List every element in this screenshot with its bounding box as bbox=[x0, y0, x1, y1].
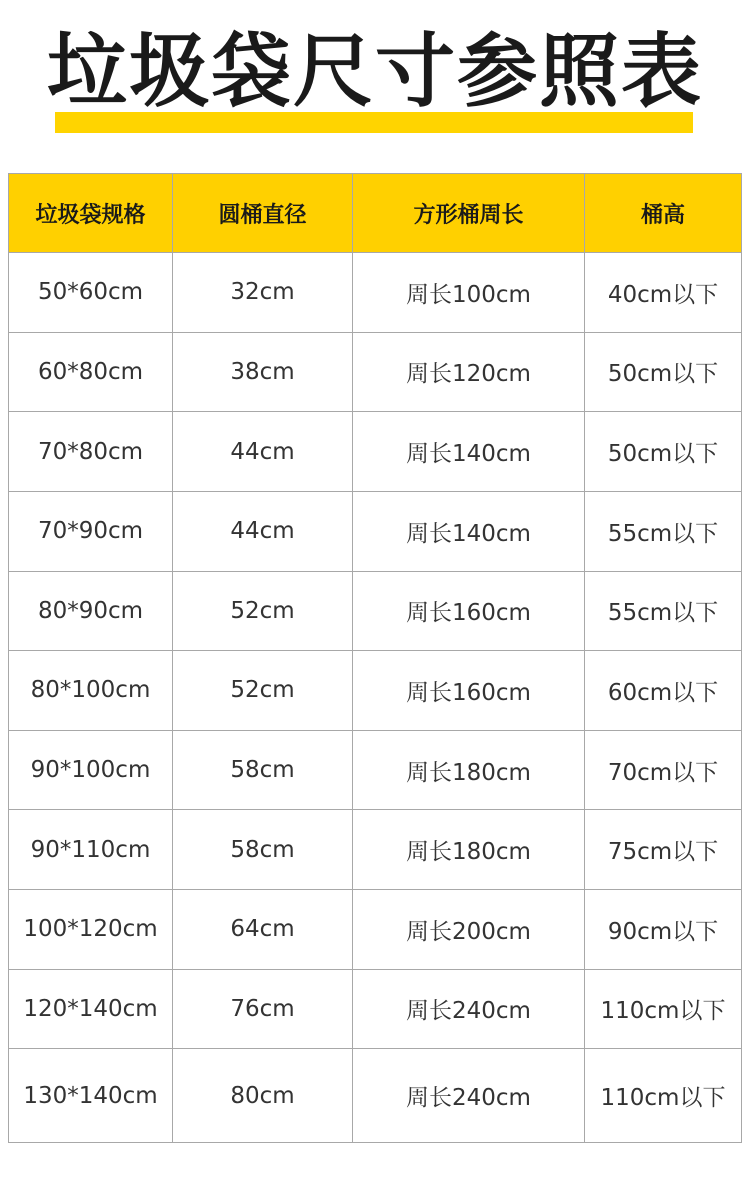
cell-square-perimeter: 周长200cm bbox=[353, 890, 585, 970]
page-title: 垃圾袋尺寸参照表 bbox=[47, 25, 703, 118]
cell-bin-height: 50cm以下 bbox=[585, 332, 742, 412]
cell-round-diameter: 52cm bbox=[173, 651, 353, 731]
cell-square-perimeter: 周长160cm bbox=[353, 571, 585, 651]
table-row bbox=[9, 651, 742, 731]
cell-square-perimeter: 周长240cm bbox=[353, 1049, 585, 1143]
cell-bin-height: 75cm以下 bbox=[585, 810, 742, 890]
table-row bbox=[9, 730, 742, 810]
cell-square-perimeter: 周长140cm bbox=[353, 491, 585, 571]
cell-bag-size: 70*90cm bbox=[9, 491, 173, 571]
cell-round-diameter: 76cm bbox=[173, 969, 353, 1049]
table-row bbox=[9, 412, 742, 492]
cell-round-diameter: 64cm bbox=[173, 890, 353, 970]
cell-square-perimeter: 周长140cm bbox=[353, 412, 585, 492]
table-row bbox=[9, 969, 742, 1049]
cell-round-diameter: 44cm bbox=[173, 491, 353, 571]
cell-bin-height: 110cm以下 bbox=[585, 969, 742, 1049]
cell-bin-height: 55cm以下 bbox=[585, 491, 742, 571]
cell-round-diameter: 80cm bbox=[173, 1049, 353, 1143]
cell-bag-size: 130*140cm bbox=[9, 1049, 173, 1143]
table-row bbox=[9, 571, 742, 651]
cell-round-diameter: 38cm bbox=[173, 332, 353, 412]
cell-bin-height: 110cm以下 bbox=[585, 1049, 742, 1143]
cell-bin-height: 60cm以下 bbox=[585, 651, 742, 731]
cell-bag-size: 90*100cm bbox=[9, 730, 173, 810]
cell-bin-height: 40cm以下 bbox=[585, 253, 742, 333]
title-area bbox=[0, 0, 750, 160]
header-bin-height: 桶高 bbox=[585, 174, 742, 253]
table-row bbox=[9, 253, 742, 333]
cell-bag-size: 80*100cm bbox=[9, 651, 173, 731]
cell-round-diameter: 58cm bbox=[173, 810, 353, 890]
cell-round-diameter: 58cm bbox=[173, 730, 353, 810]
header-bag-size: 垃圾袋规格 bbox=[9, 174, 173, 253]
cell-square-perimeter: 周长120cm bbox=[353, 332, 585, 412]
header-square-bin-perimeter: 方形桶周长 bbox=[353, 174, 585, 253]
table-row bbox=[9, 810, 742, 890]
cell-square-perimeter: 周长240cm bbox=[353, 969, 585, 1049]
cell-bag-size: 80*90cm bbox=[9, 571, 173, 651]
cell-bag-size: 60*80cm bbox=[9, 332, 173, 412]
cell-square-perimeter: 周长100cm bbox=[353, 253, 585, 333]
cell-round-diameter: 32cm bbox=[173, 253, 353, 333]
cell-round-diameter: 52cm bbox=[173, 571, 353, 651]
cell-bag-size: 50*60cm bbox=[9, 253, 173, 333]
cell-square-perimeter: 周长180cm bbox=[353, 810, 585, 890]
table-row bbox=[9, 491, 742, 571]
cell-bag-size: 90*110cm bbox=[9, 810, 173, 890]
cell-round-diameter: 44cm bbox=[173, 412, 353, 492]
table-row bbox=[9, 1049, 742, 1143]
header-round-bin-diameter: 圆桶直径 bbox=[173, 174, 353, 253]
cell-bag-size: 100*120cm bbox=[9, 890, 173, 970]
cell-bag-size: 120*140cm bbox=[9, 969, 173, 1049]
size-reference-table bbox=[8, 173, 742, 1143]
table-header-row bbox=[9, 174, 742, 253]
cell-square-perimeter: 周长160cm bbox=[353, 651, 585, 731]
table-row bbox=[9, 332, 742, 412]
cell-bin-height: 70cm以下 bbox=[585, 730, 742, 810]
cell-bin-height: 55cm以下 bbox=[585, 571, 742, 651]
table-row bbox=[9, 890, 742, 970]
cell-bag-size: 70*80cm bbox=[9, 412, 173, 492]
cell-square-perimeter: 周长180cm bbox=[353, 730, 585, 810]
cell-bin-height: 90cm以下 bbox=[585, 890, 742, 970]
cell-bin-height: 50cm以下 bbox=[585, 412, 742, 492]
